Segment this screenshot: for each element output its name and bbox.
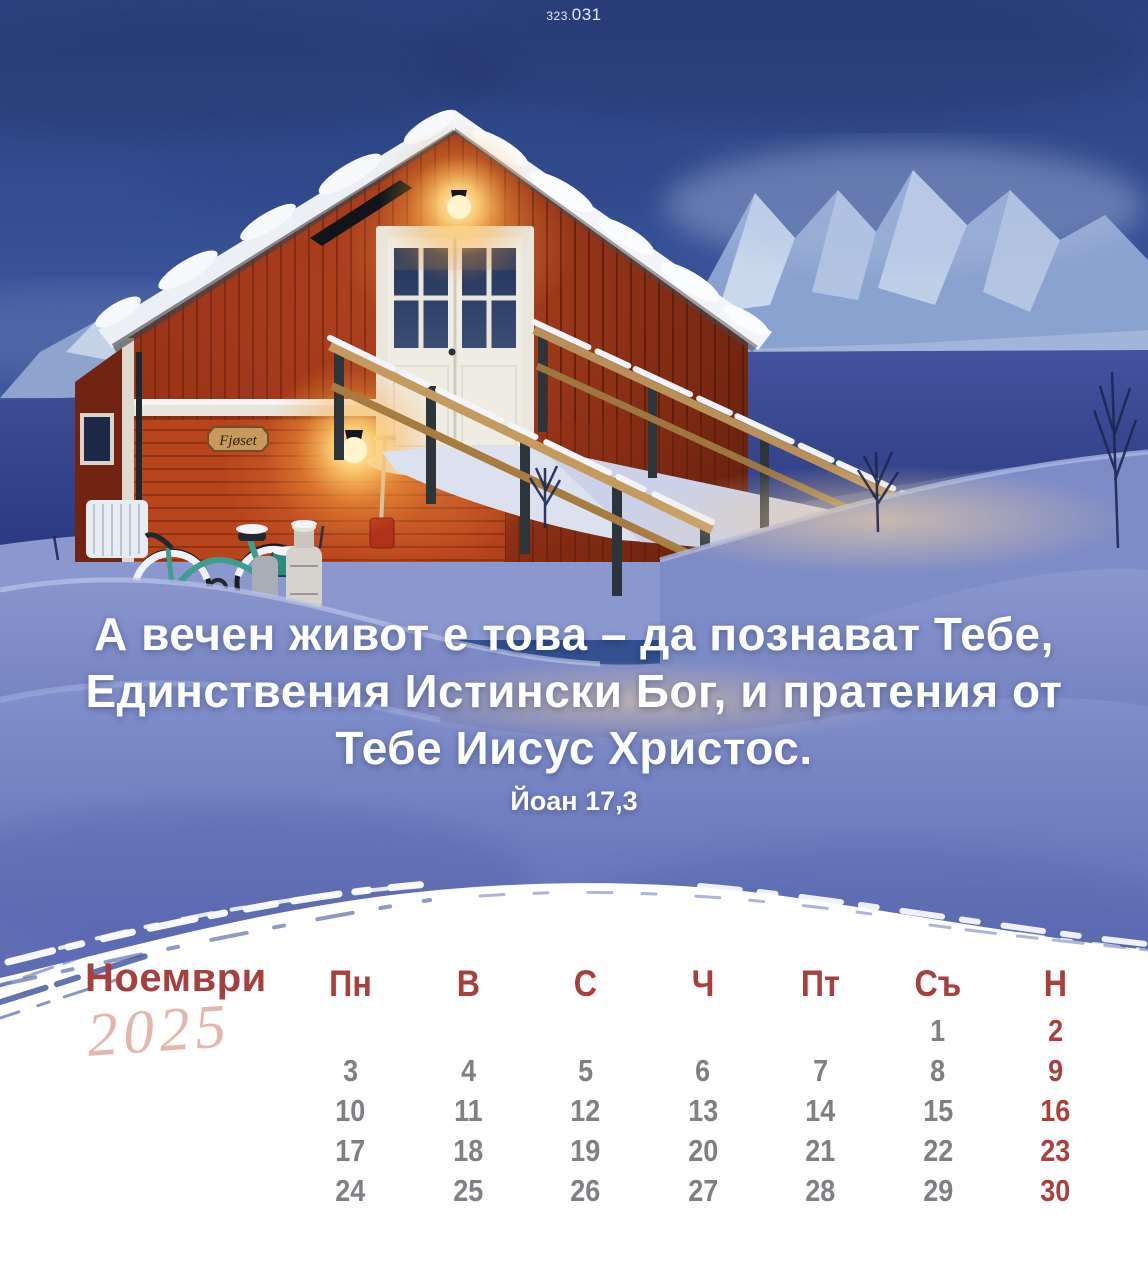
calendar-day: 22 — [922, 1133, 953, 1168]
weeks-grid — [292, 1011, 1114, 1211]
calendar-day-empty — [409, 1011, 526, 1051]
verse-line-1: А вечен живот е това – да познават Тебе, — [94, 608, 1054, 660]
year-label: 2025 — [84, 991, 234, 1070]
calendar-day: 5 — [578, 1053, 594, 1088]
calendar-day-empty — [762, 1011, 879, 1051]
calendar-day-empty — [644, 1011, 761, 1051]
weekday-header: Пт — [800, 963, 840, 1004]
calendar-day: 19 — [570, 1133, 601, 1168]
calendar-day: 12 — [570, 1093, 601, 1128]
calendar-day: 10 — [335, 1093, 366, 1128]
calendar-day: 14 — [805, 1093, 836, 1128]
verse-overlay — [0, 606, 1148, 817]
calendar-day: 24 — [335, 1173, 366, 1208]
white-slatted-object — [86, 500, 148, 558]
calendar-day: 4 — [460, 1053, 476, 1088]
page-code — [0, 5, 1148, 25]
calendar-month-block — [85, 948, 292, 1211]
weekday-row — [292, 948, 1114, 1002]
calendar-day: 30 — [1040, 1173, 1071, 1208]
calendar-day: 21 — [805, 1133, 836, 1168]
calendar-day: 23 — [1040, 1133, 1071, 1168]
calendar-day: 18 — [453, 1133, 484, 1168]
page-code-prefix: 323. — [546, 9, 572, 23]
calendar-day: 6 — [695, 1053, 711, 1088]
calendar-day-empty — [292, 1011, 409, 1051]
calendar-days-block — [292, 948, 1114, 1211]
weekday-header: Ч — [691, 963, 715, 1004]
weekday-header: В — [456, 963, 480, 1004]
calendar-day: 11 — [453, 1093, 483, 1128]
calendar-day: 20 — [687, 1133, 718, 1168]
calendar-day: 2 — [1047, 1013, 1063, 1048]
calendar-day: 29 — [922, 1173, 953, 1208]
month-label: Ноември — [85, 956, 267, 1000]
calendar-day-empty — [527, 1011, 644, 1051]
house-sign — [208, 427, 268, 451]
calendar-grid — [85, 948, 1114, 1211]
verse-line-2: Единствения Истински Бог, и пратения от — [85, 665, 1063, 717]
calendar-day: 15 — [922, 1093, 953, 1128]
verse-reference: Йоан 17,3 — [510, 786, 638, 816]
calendar-day: 9 — [1047, 1053, 1063, 1088]
weekday-header: Н — [1043, 963, 1067, 1004]
calendar-day: 13 — [687, 1093, 718, 1128]
calendar-day: 25 — [453, 1173, 484, 1208]
calendar-day: 16 — [1040, 1093, 1071, 1128]
weekday-header: Съ — [914, 963, 962, 1004]
verse-line-3: Тебе Иисус Христос. — [335, 722, 813, 774]
gable-lamp — [379, 125, 539, 285]
calendar-day: 3 — [343, 1053, 359, 1088]
page-code-number: 031 — [571, 5, 602, 24]
calendar-day: 7 — [812, 1053, 828, 1088]
house-sign-text: Fjøset — [219, 433, 257, 449]
weekday-header: Пн — [329, 963, 373, 1004]
calendar-day: 8 — [930, 1053, 946, 1088]
calendar-day: 26 — [570, 1173, 601, 1208]
calendar-day: 1 — [930, 1013, 946, 1048]
weekday-header: С — [573, 963, 598, 1004]
calendar-day: 27 — [687, 1173, 718, 1208]
calendar-day: 17 — [335, 1133, 366, 1168]
calendar-day: 28 — [805, 1173, 836, 1208]
